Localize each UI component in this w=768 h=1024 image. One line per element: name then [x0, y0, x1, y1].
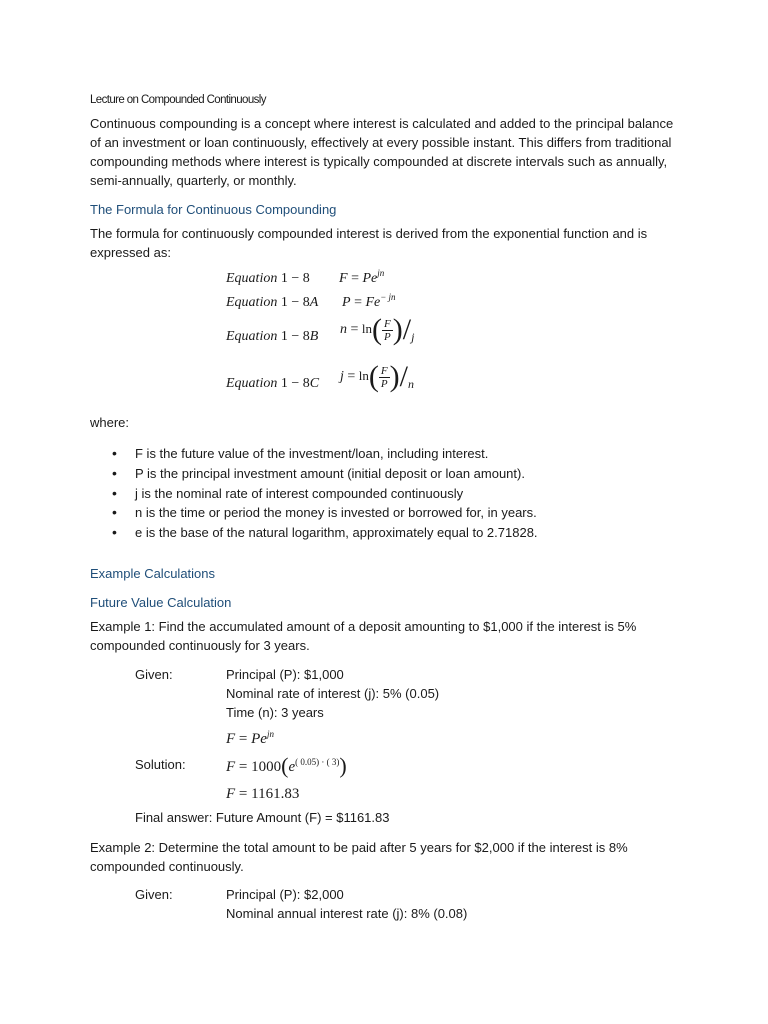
list-item: • P is the principal investment amount (initial deposit or loan amount).: [112, 464, 538, 484]
example2-given-label: Given:: [135, 887, 173, 902]
formula-intro-paragraph: The formula for continuously compounded interest is derived from the exponential function and is expressed as:: [90, 226, 648, 260]
formula-heading: The Formula for Continuous Compounding: [90, 202, 337, 217]
equation-1-8b: Equation 1 − 8B: [226, 329, 319, 344]
example1-given-label: Given:: [135, 667, 173, 682]
example1-final-answer: Final answer: Future Amount (F) = $1161.83: [135, 810, 390, 825]
example1-given-principal: Principal (P): $1,000: [226, 667, 344, 682]
list-item: • e is the base of the natural logarithm, approximately equal to 2.71828.: [112, 523, 538, 543]
list-item: • j is the nominal rate of interest compounded continuously: [112, 484, 538, 504]
where-label: where:: [90, 415, 130, 430]
example-calculations-heading: Example Calculations: [90, 566, 216, 581]
equation-1-8b-formula: n = ln( $\frac{F}{P}$ )/j: [340, 313, 415, 346]
equation-1-8c: Equation 1 − 8C: [226, 376, 320, 391]
example1-step2: $F = 1000(e^{( 0.05) \cdot ( 3)})$: [226, 753, 347, 778]
equation-1-8: Equation 1 − 8: [226, 271, 310, 286]
future-value-heading: Future Value Calculation: [90, 595, 232, 610]
list-item: • F is the future value of the investment/loan, including interest.: [112, 444, 538, 464]
example2-given-principal: Principal (P): $2,000: [226, 887, 344, 902]
example2-prompt: Example 2: Determine the total amount to be paid after 5 years for $2,000 if the interest is 8% compounded continuously.: [90, 840, 628, 874]
example1-given-time: Time (n): 3 years: [226, 705, 324, 720]
example1-prompt: Example 1: Find the accumulated amount of a deposit amounting to $1,000 if the interest is 5% compounded continuously for 3 years.: [90, 619, 637, 653]
example1-step1: $F = Pe^{jn}$: [226, 729, 274, 747]
example1-given-rate: Nominal rate of interest (j): 5% (0.05): [226, 686, 440, 701]
example2-given-rate: Nominal annual interest rate (j): 8% (0.08): [226, 906, 468, 921]
intro-paragraph: Continuous compounding is a concept where interest is calculated and added to the principal balance of an investment or loan continuously, effectively at every possible instant. This differs from traditional compounding methods where interest is typically compounded at discrete intervals such as annually, semi-annually, quarterly, or monthly.: [90, 116, 674, 188]
equation-1-8a: Equation 1 − 8A: [226, 295, 319, 310]
equation-1-8-formula: $F = Pe^{jn}$: [339, 268, 385, 286]
example1-step3: F = 1161.83: [226, 786, 300, 802]
variable-definitions-list: [112, 444, 538, 543]
example1-solution-label: Solution:: [135, 757, 186, 772]
equation-1-8c-formula: j = ln( $\frac{F}{P}$ )/n: [340, 360, 414, 393]
equation-1-8a-formula: $P = Fe^{- jn}$: [342, 292, 396, 310]
list-item: • n is the time or period the money is invested or borrowed for, in years.: [112, 503, 538, 523]
lecture-title: Lecture on Compounded Continuously: [90, 94, 266, 106]
